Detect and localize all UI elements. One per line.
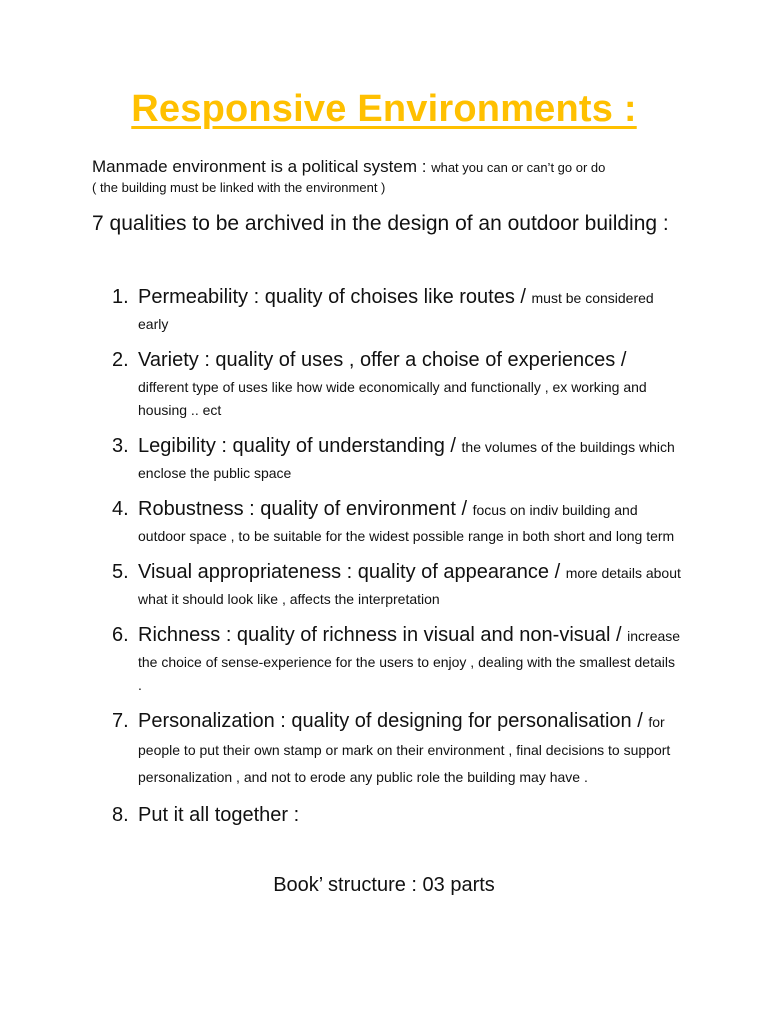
list-item-note: increase the choice of sense-experience for the users to enjoy , dealing with the smallest details . [138, 628, 681, 693]
list-item-note: different type of uses like how wide economically and functionally , ex working and housing .. ect [138, 379, 647, 418]
book-structure-text: Book’ structure : 03 parts [273, 874, 495, 896]
list-item-note: focus on indiv building and outdoor space , to be suitable for the widest possible range in both short and long term [138, 502, 675, 544]
list-item-heading: Variety : quality of uses , offer a choise of experiences / [138, 349, 627, 371]
list-item [112, 494, 682, 548]
list-item-note: for people to put their own stamp or mark on their environment , final decisions to support personalization , and not to erode any public role the building may have . [138, 714, 671, 785]
list-item [112, 706, 682, 791]
list-item-number: 3. [112, 435, 129, 457]
list-item [112, 431, 682, 485]
list-item-number: 6. [112, 624, 129, 646]
list-item-note: the volumes of the buildings which enclose the public space [138, 439, 675, 481]
list-item-heading: Robustness : quality of environment / [138, 498, 473, 520]
list-item-heading: Permeability : quality of choises like routes / [138, 286, 532, 308]
list-item-note: must be considered early [138, 290, 654, 332]
intro-subnote-text: ( the building must be linked with the environment ) [92, 180, 386, 195]
qualities-list [112, 282, 682, 840]
list-item [112, 557, 682, 611]
intro-text [92, 157, 692, 198]
list-item-number: 8. [112, 804, 129, 826]
list-item [112, 282, 682, 336]
list-item-number: 2. [112, 349, 129, 371]
list-item-number: 5. [112, 561, 129, 583]
list-item-heading: Put it all together : [138, 804, 300, 826]
list-item-heading: Legibility : quality of understanding / [138, 435, 462, 457]
list-item-heading: Personalization : quality of designing for personalisation / [138, 710, 649, 732]
list-item [112, 800, 682, 831]
page-title: Responsive Environments : [131, 88, 637, 130]
intro-note-text: what you can or can’t go or do [431, 160, 606, 175]
intro-main-text: Manmade environment is a political system : [92, 157, 432, 176]
list-item-heading: Richness : quality of richness in visual and non-visual / [138, 624, 628, 646]
qualities-heading: 7 qualities to be archived in the design of an outdoor building : [92, 212, 669, 235]
list-item [112, 345, 682, 422]
list-item [112, 620, 682, 697]
list-item-note: more details about what it should look like , affects the interpretation [138, 565, 681, 607]
list-item-number: 4. [112, 498, 129, 520]
list-item-heading: Visual appropriateness : quality of appearance / [138, 561, 566, 583]
list-item-number: 7. [112, 710, 129, 732]
list-item-number: 1. [112, 286, 129, 308]
